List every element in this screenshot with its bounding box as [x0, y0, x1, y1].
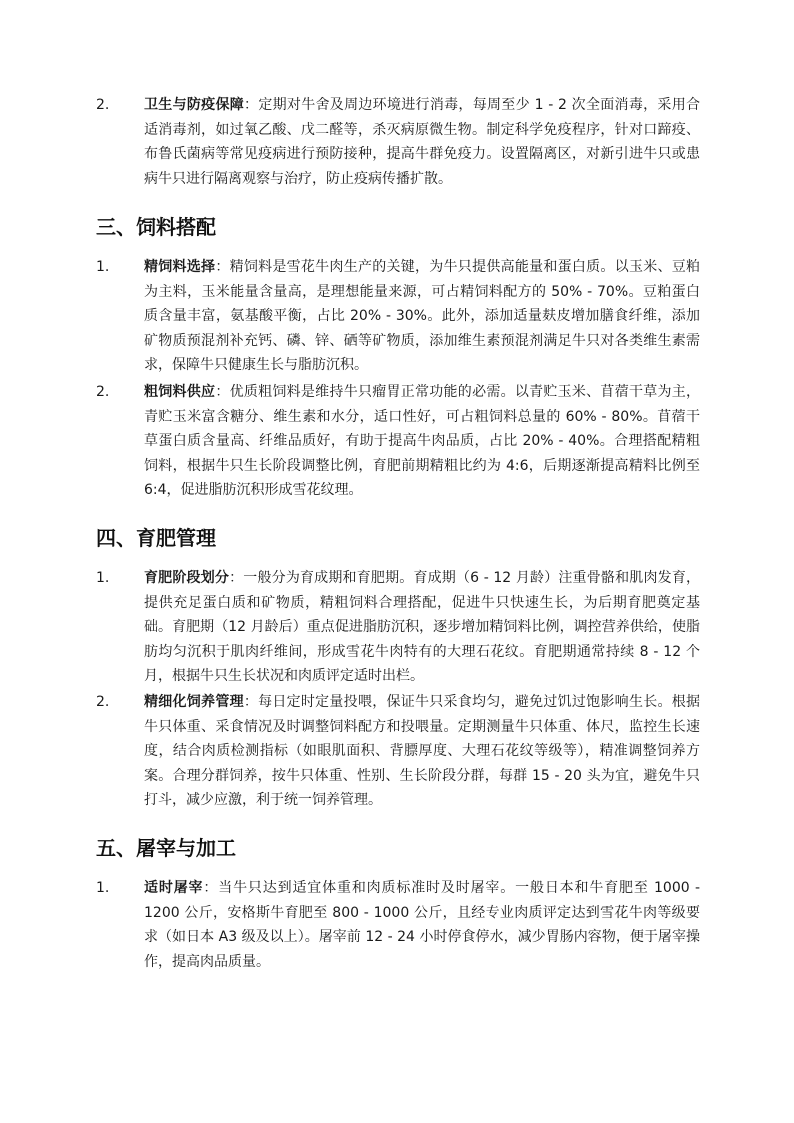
list-item-paragraph — [144, 255, 700, 378]
list-item-term: 精饲料选择 — [144, 259, 216, 275]
list-item-roughage-supply — [96, 380, 700, 503]
list-item-refined-feeding — [96, 690, 700, 813]
list-item-paragraph — [144, 566, 700, 689]
list-item-text: ：定期对牛舍及周边环境进行消毒，每周至少 1 - 2 次全面消毒，采用合适消毒剂，如过氧乙酸、戊二醛等，杀灭病原微生物。制定科学免疫程序，针对口蹄疫、布鲁氏菌病等常见疫病进行预防接种，提高牛群免疫力。设置隔离区，对新引进牛只或患病牛只进行隔离观察与治疗，防止疫病传播扩散。 — [144, 97, 701, 187]
list-number: 1. — [96, 880, 110, 896]
list-item-term: 卫生与防疫保障 — [144, 97, 245, 113]
list-number: 2. — [96, 694, 110, 710]
list-item-text: ：当牛只达到适宜体重和肉质标准时及时屠宰。一般日本和牛育肥至 1000 - 1200 公斤，安格斯牛育肥至 800 - 1000 公斤，且经专业肉质评定达到雪花牛肉等级要求（如日本 A3 级及以上）。屠宰前 12 - 24 小时停食停水，减少胃肠内容物，便于屠宰操作，提高肉品质量。 — [144, 880, 700, 970]
list-item-text: ：优质粗饲料是维持牛只瘤胃正常功能的必需。以青贮玉米、苜蓿干草为主，青贮玉米富含糖分、维生素和水分，适口性好，可占粗饲料总量的 60% - 80%。苜蓿干草蛋白质含量高、纤维品质好，有助于提高牛肉品质，占比 20% - 40%。合理搭配精粗饲料，根据牛只生长阶段调整比例，育肥前期精粗比约为 4:6，后期逐渐提高精料比例至 6:4，促进脂肪沉积形成雪花纹理。 — [144, 384, 701, 498]
list-item-text: ：一般分为育成期和育肥期。育成期（6 - 12 月龄）注重骨骼和肌肉发育，提供充足蛋白质和矿物质，精粗饲料合理搭配，促进牛只快速生长，为后期育肥奠定基础。育肥期（12 月龄后）重点促进脂肪沉积，逐步增加精饲料比例，调控营养供给，使脂肪均匀沉积于肌肉纤维间，形成雪花牛肉特有的大理石花纹。育肥期通常持续 8 - 12 个月，根据牛只生长状况和肉质评定适时出栏。 — [144, 570, 701, 684]
list-item-timely-slaughter — [96, 876, 700, 974]
list-item-term: 适时屠宰 — [144, 880, 204, 896]
list-item-term: 粗饲料供应 — [144, 384, 216, 400]
list-number: 1. — [96, 259, 110, 275]
list-item-text: ：每日定时定量投喂，保证牛只采食均匀，避免过饥过饱影响生长。根据牛只体重、采食情况及时调整饲料配方和投喂量。定期测量牛只体重、体尺，监控生长速度，结合肉质检测指标（如眼肌面积、背膘厚度、大理石花纹等级等），精准调整饲养方案。合理分群饲养，按牛只体重、性别、生长阶段分群，每群 15 - 20 头为宜，避免牛只打斗，减少应激，利于统一饲养管理。 — [144, 694, 700, 808]
section-heading-slaughter: 五、屠宰与加工 — [96, 836, 236, 860]
list-item-paragraph — [144, 93, 700, 191]
list-item-concentrate-feed — [96, 255, 700, 378]
list-item-paragraph — [144, 380, 700, 503]
section-heading-feed: 三、饲料搭配 — [96, 215, 216, 239]
list-number: 2. — [96, 97, 110, 113]
list-item-fattening-stages — [96, 566, 700, 689]
list-item-hygiene-epidemic-prevention — [96, 93, 700, 191]
list-item-term: 精细化饲养管理 — [144, 694, 244, 710]
list-item-term: 育肥阶段划分 — [144, 570, 230, 586]
section-heading-fattening: 四、育肥管理 — [96, 526, 216, 550]
list-item-paragraph — [144, 876, 700, 974]
list-number: 1. — [96, 570, 110, 586]
list-number: 2. — [96, 384, 110, 400]
list-item-paragraph — [144, 690, 700, 813]
list-item-text: ：精饲料是雪花牛肉生产的关键，为牛只提供高能量和蛋白质。以玉米、豆粕为主料，玉米能量含量高，是理想能量来源，可占精饲料配方的 50% - 70%。豆粕蛋白质含量丰富，氨基酸平衡，占比 20% - 30%。此外，添加适量麸皮增加膳食纤维，添加矿物质预混剂补充钙、磷、锌、硒等矿物质，添加维生素预混剂满足牛只对各类维生素需求，保障牛只健康生长与脂肪沉积。 — [144, 259, 701, 373]
